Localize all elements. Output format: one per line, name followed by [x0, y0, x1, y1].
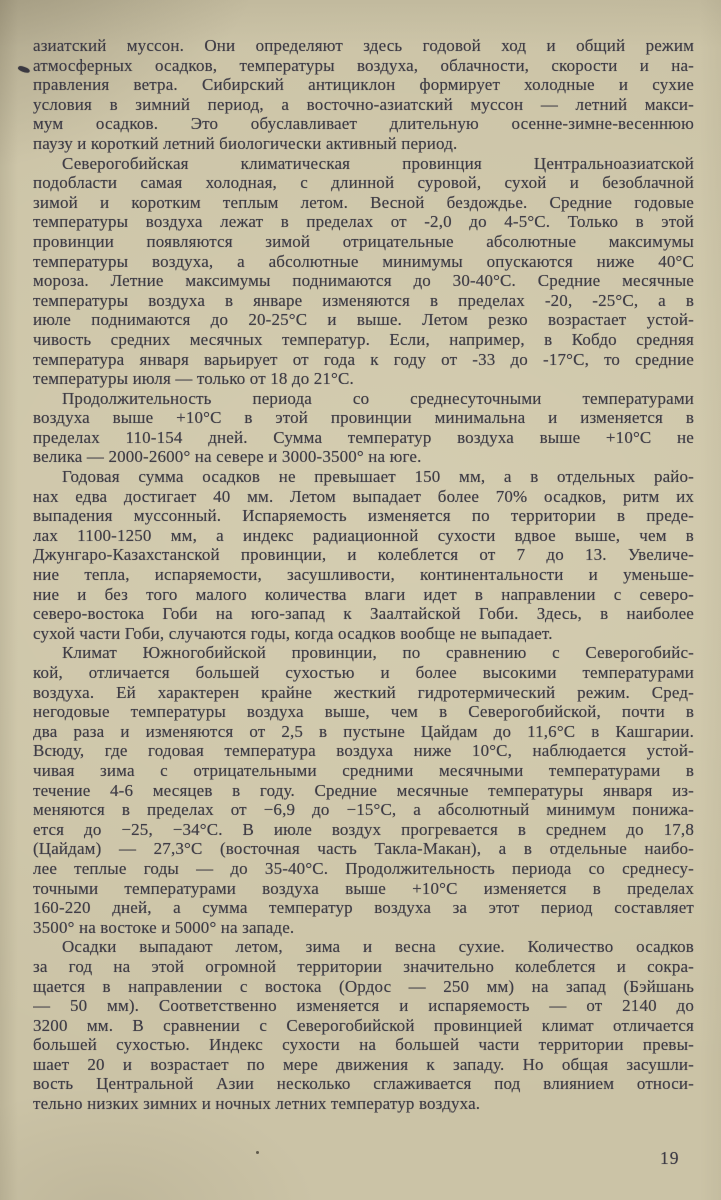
text-line: подобласти самая холодная, с длинной суровой, сухой и безоблачной [33, 173, 694, 193]
text-line: — 50 мм). Соответственно изменяется и испаряемость — от 2140 до [33, 996, 694, 1016]
page-text-block [33, 36, 694, 1114]
page-number: 19 [660, 1148, 680, 1168]
text-line: шает 20 и возрастает по мере движения к западу. Но общая засушли- [33, 1054, 694, 1074]
text-line: Осадки выпадают летом, зима и весна сухие. Количество осадков [62, 937, 694, 957]
text-line: два раза и изменяются от 2,5 в пустыне Цайдам до 11,6°С в Кашгарии. [33, 721, 694, 741]
paragraph [33, 389, 694, 467]
text-line: воздуха выше +10°С в этой провинции минимальна и изменяется в [33, 408, 694, 428]
margin-pen-mark [18, 65, 31, 74]
text-line: северо-востока Гоби на юго-запад к Заалтайской Гоби. Здесь, в наиболее [33, 604, 694, 624]
text-line: 160-220 дней, а сумма температур воздуха за этот период составляет [33, 898, 694, 918]
text-line: правления ветра. Сибирский антициклон формирует холодные и сухие [33, 75, 694, 95]
text-line: азиатский муссон. Они определяют здесь годовой ход и общий режим [33, 36, 694, 55]
text-line: температура января варьирует от года к году от -33 до -17°С, то средние [33, 349, 694, 369]
text-line: кой, отличается большей сухостью и более высокими температурами [33, 663, 694, 682]
text-line: паузу и короткий летний биологически активный период. [33, 133, 458, 153]
text-line: за год на этой огромной территории значительно колеблется и сокра- [33, 956, 694, 976]
text-line: 3200 мм. В сравнении с Северогобийской провинцией климат отличается [33, 1015, 694, 1035]
text-line: 3500° на востоке и 5000° на западе. [33, 917, 295, 937]
text-line: щается в направлении с востока (Ордос — 250 мм) на запад (Бэйшань [33, 976, 694, 996]
text-line: лах 1100-1250 мм, а индекс радиационной сухости вдвое выше, чем в [33, 525, 694, 545]
text-line: тельно низких зимних и ночных летних температур воздуха. [33, 1094, 481, 1114]
text-line: мум осадков. Это обуславливает длительную осенне-зимне-весеннюю [33, 114, 694, 134]
text-line: ние и без того малого количества влаги идет в направлении с северо- [33, 584, 694, 604]
text-line: чивая зима с отрицательными средними месячными температурами в [33, 760, 694, 780]
text-line: воздуха. Ей характерен крайне жесткий гидротермический режим. Сред- [33, 682, 694, 702]
text-line: мороза. Летние максимумы поднимаются до 30-40°С. Средние месячные [33, 271, 694, 291]
text-line: лее теплые годы — до 35-40°С. Продолжительность периода со среднесу- [33, 858, 694, 878]
text-line: Всюду, где годовая температура воздуха ниже 10°С, наблюдается устой- [33, 741, 694, 761]
text-line: Северогобийская климатическая провинция Центральноазиатской [62, 153, 694, 173]
text-line: ние тепла, испаряемости, засушливости, континентальности и уменьше- [33, 565, 694, 585]
text-line: условия в зимний период, а восточно-азиатский муссон — летний макси- [33, 94, 694, 114]
text-line: Годовая сумма осадков не превышает 150 мм, а в отдельных райо- [62, 467, 694, 487]
text-line: течение 4-6 месяцев в году. Средние месячные температуры января из- [33, 780, 694, 800]
text-line: точными температурами воздуха выше +10°С изменяется в пределах [33, 878, 694, 898]
paragraph [33, 154, 694, 389]
text-line: Климат Южногобийской провинции, по сравнению с Северогобийс- [62, 643, 694, 663]
text-line: температуры июля — только от 18 до 21°С. [33, 369, 354, 389]
text-line: вость Центральной Азии несколько сглаживается под влиянием относи- [33, 1074, 694, 1094]
paper-speck [256, 1151, 259, 1154]
text-line: зимой и коротким теплым летом. Весной бездождье. Средние годовые [33, 192, 694, 212]
paragraph [33, 937, 694, 1113]
text-line: пределах 110-154 дней. Сумма температур воздуха выше +10°С не [33, 427, 694, 447]
text-line: ется до −25, −34°С. В июле воздух прогревается в среднем до 17,8 [33, 819, 694, 839]
text-line: провинции появляются зимой отрицательные абсолютные максимумы [33, 231, 694, 251]
text-line: температуры воздуха лежат в пределах от -2,0 до 4-5°С. Только в этой [33, 212, 694, 232]
text-line: (Цайдам) — 27,3°С (восточная часть Такла-Макан), а в отдельные наибо- [33, 839, 694, 859]
text-line: атмосферных осадков, температуры воздуха, облачности, скорости и на- [33, 55, 694, 75]
text-line: меняются в пределах от −6,9 до −15°С, а абсолютный минимум понижа- [33, 800, 694, 820]
text-line: Джунгаро-Казахстанской провинции, и колеблется от 7 до 13. Увеличе- [33, 545, 694, 565]
text-line: температуры воздуха в январе изменяются в пределах -20, -25°С, а в [33, 290, 694, 310]
text-line: сухой части Гоби, случаются годы, когда осадков вообще не выпадает. [33, 623, 553, 643]
text-line: большей сухостью. Индекс сухости на большей части территории превы- [33, 1035, 694, 1055]
text-line: выпадения муссонный. Испаряемость изменяется по территории в преде- [33, 506, 694, 526]
paragraph [33, 643, 694, 937]
text-line: негодовые температуры воздуха выше, чем в Северогобийской, почти в [33, 702, 694, 722]
text-line: июле поднимаются до 20-25°С и выше. Летом резко возрастает устой- [33, 310, 694, 330]
text-line: температуры воздуха, а абсолютные минимумы опускаются ниже 40°С [33, 251, 694, 271]
text-line: чивость средних месячных температур. Если, например, в Кобдо средняя [33, 329, 694, 349]
paragraph [33, 36, 694, 154]
paragraph [33, 467, 694, 643]
text-line: Продолжительность периода со среднесуточными температурами [62, 388, 694, 408]
text-line: нах едва достигает 40 мм. Летом выпадает более 70% осадков, ритм их [33, 486, 694, 506]
text-line: велика — 2000-2600° на севере и 3000-3500° на юге. [33, 447, 422, 467]
